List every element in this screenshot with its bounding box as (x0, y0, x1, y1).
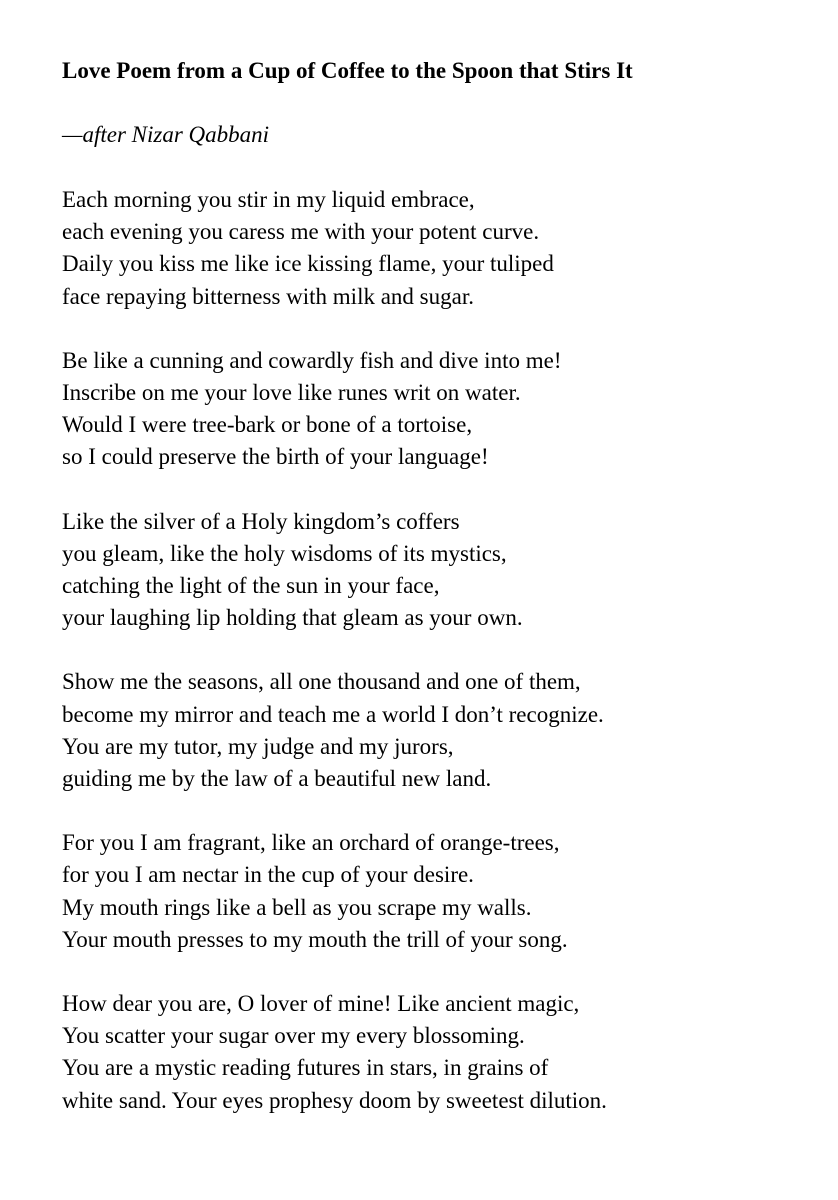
poem-line: My mouth rings like a bell as you scrape my walls. (62, 894, 532, 920)
poem-line: Each morning you stir in my liquid embrace, (62, 187, 475, 212)
poem-line: become my mirror and teach me a world I don’t recognize. (62, 701, 604, 727)
stanza-1 (62, 184, 802, 313)
poem-line: white sand. Your eyes prophesy doom by sweetest dilution. (62, 1087, 607, 1113)
poem-line: You are a mystic reading futures in stars, in grains of (62, 1055, 549, 1081)
poem-line: Your mouth presses to my mouth the trill of your song. (62, 926, 568, 952)
stanza-6 (62, 988, 802, 1117)
poem-line: Be like a cunning and cowardly fish and dive into me! (62, 347, 562, 373)
stanza-5 (62, 827, 802, 956)
poem-line: Like the silver of a Holy kingdom’s coffers (62, 508, 460, 534)
poem-line: For you I am fragrant, like an orchard of orange-trees, (62, 830, 560, 856)
poem-line: You scatter your sugar over my every blossoming. (62, 1023, 525, 1049)
stanza-3 (62, 506, 802, 635)
poem-line: you gleam, like the holy wisdoms of its mystics, (62, 540, 507, 566)
poem-line: Inscribe on me your love like runes writ on water. (62, 380, 521, 406)
poem-line: each evening you caress me with your potent curve. (62, 219, 540, 245)
poem-line: Would I were tree-bark or bone of a tortoise, (62, 412, 473, 438)
poem-dedication: —after Nizar Qabbani (62, 122, 270, 147)
poem-line: for you I am nectar in the cup of your desire. (62, 862, 474, 888)
poem-title: Love Poem from a Cup of Coffee to the Spoon that Stirs It (62, 58, 633, 83)
poem-line: your laughing lip holding that gleam as your own. (62, 605, 523, 631)
poem-line: guiding me by the law of a beautiful new land. (62, 766, 492, 792)
poem-line: face repaying bitterness with milk and sugar. (62, 283, 474, 309)
poem-line: Daily you kiss me like ice kissing flame, your tuliped (62, 251, 554, 277)
poem-line: so I could preserve the birth of your language! (62, 444, 489, 470)
poem-page (62, 56, 802, 1117)
poem-line: Show me the seasons, all one thousand and one of them, (62, 669, 581, 695)
poem-line: catching the light of the sun in your face, (62, 573, 440, 599)
poem-line: You are my tutor, my judge and my jurors, (62, 733, 454, 759)
stanza-2 (62, 345, 802, 474)
stanza-4 (62, 666, 802, 795)
poem-line: How dear you are, O lover of mine! Like ancient magic, (62, 991, 580, 1017)
